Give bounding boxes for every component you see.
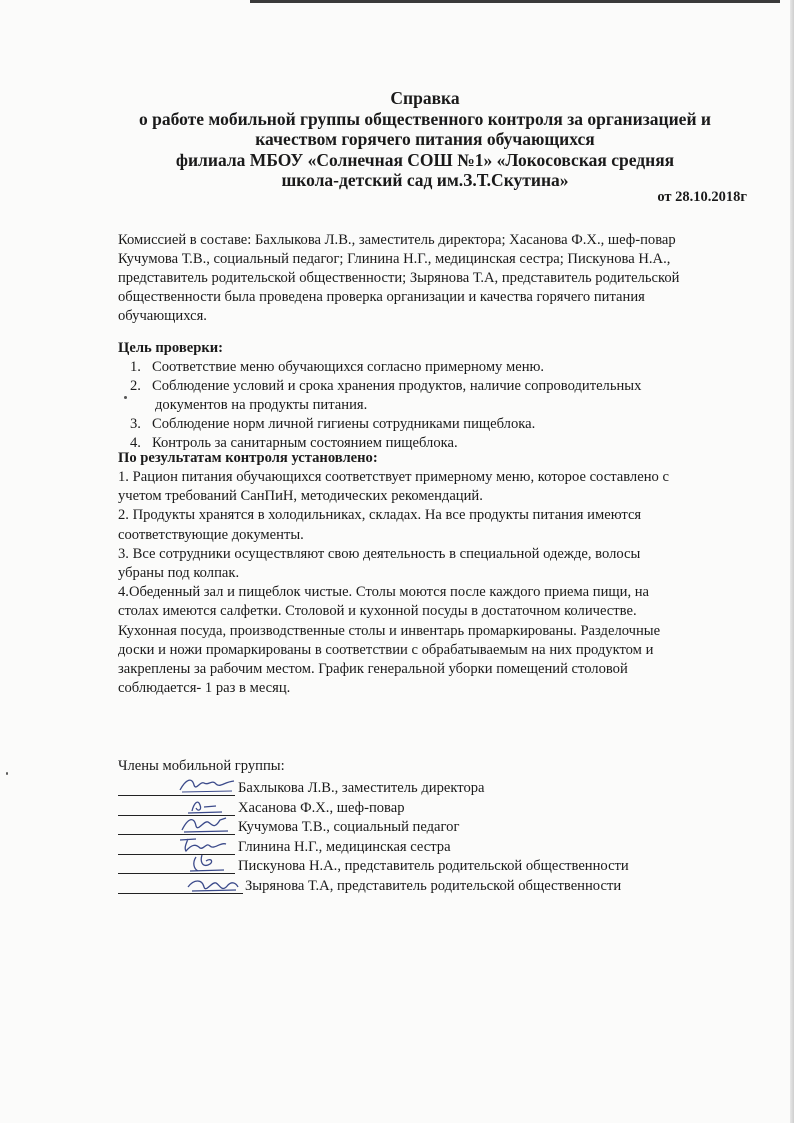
results-line: Кухонная посуда, производственные столы и инвентарь промаркированы. Разделочные xyxy=(118,622,661,639)
scan-edge-top xyxy=(250,0,780,3)
goal-number: 4. xyxy=(130,435,141,451)
title-line: о работе мобильной группы общественного контроля за организацией и xyxy=(139,108,711,129)
paragraph-line: Кучумова Т.В., социальный педагог; Глинина Н.Г., медицинская сестра; Пискунова Н.А., xyxy=(118,251,671,267)
results-line: 4.Обеденный зал и пищеблок чистые. Столы моются после каждого приема пищи, на xyxy=(118,584,650,601)
title-line: школа-детский сад им.З.Т.Скутина» xyxy=(281,170,569,190)
handwritten-signature xyxy=(182,873,244,897)
goal-item xyxy=(130,415,641,434)
results-line: соответствующие документы. xyxy=(118,526,304,543)
title-line: филиала МБОУ «Солнечная СОШ №1» «Локосовская средняя xyxy=(175,149,675,170)
scan-edge-right xyxy=(790,0,794,1123)
goal-text: Контроль за санитарным состоянием пищеблока. xyxy=(152,435,458,451)
paragraph-line: обучающихся. xyxy=(118,308,207,324)
results-paragraph xyxy=(118,468,669,698)
members-heading: Члены мобильной группы: xyxy=(118,758,285,774)
document-title xyxy=(80,88,770,191)
results-line: закреплены за рабочим местом. График генеральной уборки помещений столовой xyxy=(118,661,628,678)
goal-number: 1. xyxy=(130,359,141,375)
results-line: 1. Рацион питания обучающихся соответствует примерному меню, которое составлено с xyxy=(118,469,669,485)
results-line: учетом требований СанПиН, методических рекомендаций. xyxy=(118,488,483,505)
member-name: Бахлыкова Л.В., заместитель директора xyxy=(238,780,485,796)
goal-item xyxy=(130,377,641,396)
goal-heading: Цель проверки: xyxy=(118,340,223,356)
goal-number: 3. xyxy=(130,416,141,432)
results-line: 3. Все сотрудники осуществляют свою деятельность в специальной одежде, волосы xyxy=(118,545,641,562)
goal-list xyxy=(130,358,641,453)
scan-speck xyxy=(6,772,8,775)
title-line: Справка xyxy=(390,88,460,108)
paragraph-line: представитель родительской общественности; Зырянова Т.А, представитель родительской xyxy=(118,270,680,286)
results-line: доски и ножи промаркированы в соответствии с обрабатываемым на них продуктом и xyxy=(118,641,654,658)
member-name: Зырянова Т.А, представитель родительской общественности xyxy=(245,877,622,894)
results-line: 2. Продукты хранятся в холодильниках, складах. На все продукты питания имеются xyxy=(118,507,642,524)
goal-item xyxy=(130,358,641,377)
member-name: Хасанова Ф.Х., шеф-повар xyxy=(238,799,405,816)
scan-speck xyxy=(124,396,127,399)
goal-number: 2. xyxy=(130,378,141,394)
handwritten-signature xyxy=(178,851,240,875)
member-name: Кучумова Т.В., социальный педагог xyxy=(238,819,460,835)
commission-paragraph xyxy=(118,231,679,326)
results-line: столах имеются салфетки. Столовой и кухонной посуды в достаточном количестве. xyxy=(118,603,637,620)
title-line: качеством горячего питания обучающихся xyxy=(255,129,595,149)
paragraph-line: общественности была проведена проверка организации и качества горячего питания xyxy=(118,289,645,305)
goal-text-continuation: документов на продукты питания. xyxy=(155,397,368,413)
goal-text: Соблюдение норм личной гигиены сотрудниками пищеблока. xyxy=(152,416,536,432)
goal-text: Соблюдение условий и срока хранения продуктов, наличие сопроводительных xyxy=(152,378,642,394)
member-name: Пискунова Н.А., представитель родительской общественности xyxy=(238,858,629,874)
results-line: соблюдается- 1 раз в месяц. xyxy=(118,680,291,697)
member-name: Глинина Н.Г., медицинская сестра xyxy=(238,838,451,855)
goal-text: Соответствие меню обучающихся согласно примерному меню. xyxy=(152,359,545,375)
paragraph-line: Комиссией в составе: Бахлыкова Л.В., заместитель директора; Хасанова Ф.Х., шеф-повар xyxy=(118,232,676,248)
results-line: убраны под колпак. xyxy=(118,565,240,582)
results-heading: По результатам контроля установлено: xyxy=(118,450,378,466)
document-date: от 28.10.2018г xyxy=(657,189,747,205)
